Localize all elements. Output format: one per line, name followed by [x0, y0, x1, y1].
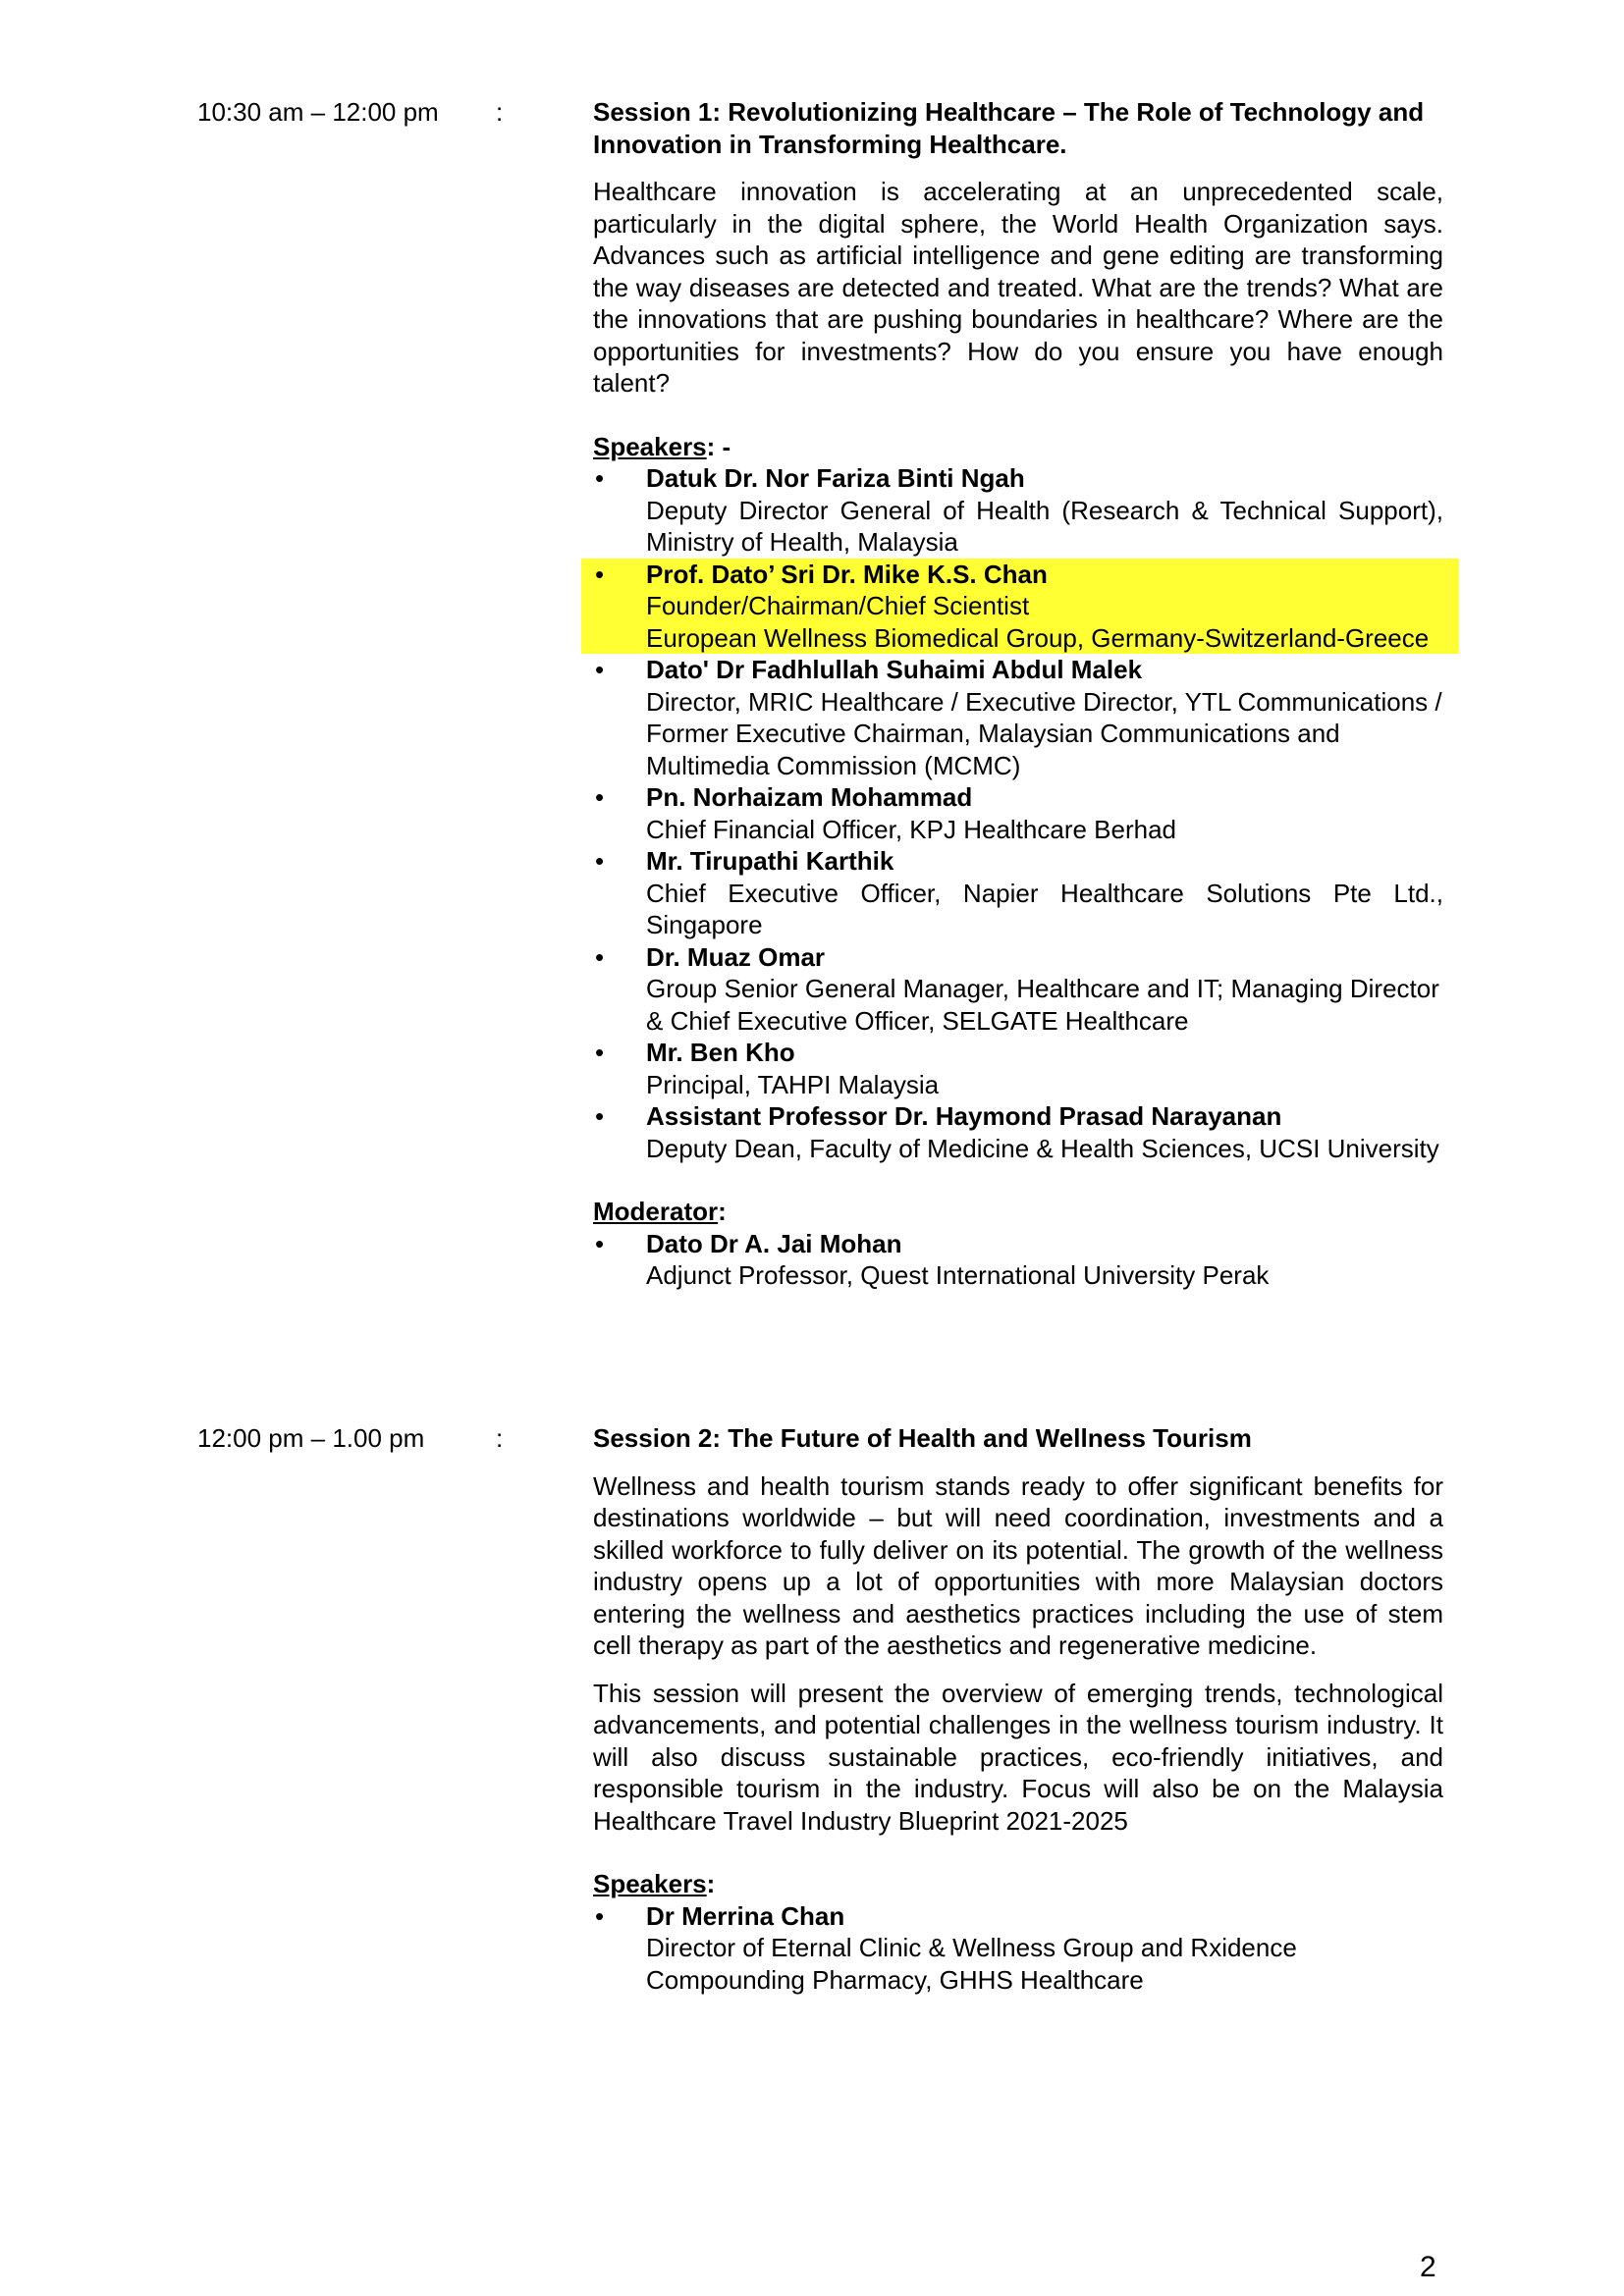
session-2-content [593, 1422, 1443, 1996]
page-number: 2 [1420, 2251, 1436, 2283]
session-1-title: Session 1: Revolutionizing Healthcare – The Role of Technology and Innovation in Transforming Healthcare. [593, 97, 1425, 159]
speaker-name: Pn. Norhaizam Mohammad [646, 782, 973, 812]
bullet-icon: • [595, 1101, 605, 1131]
speaker-item [593, 1900, 1443, 1997]
bullet-icon: • [595, 463, 605, 493]
moderator-suffix: : [718, 1197, 727, 1226]
bullet-icon: • [595, 655, 605, 684]
speaker-role: Principal, TAHPI Malaysia [646, 1069, 940, 1099]
speaker-item [593, 941, 1443, 1038]
speaker-item [593, 845, 1443, 941]
speaker-role: Deputy Director General of Health (Research & Technical Support), Ministry of Health, Malaysia [646, 495, 1443, 557]
session-2-colon: : [496, 1423, 504, 1453]
session-2-description: Wellness and health tourism stands ready to offer significant benefits for destinations worldwide – but will need coordination, investments and a skilled workforce to fully deliver on its potential. The growth of the wellness industry opens up a lot of opportunities with more Malaysian doctors entering the wellness and aesthetics practices including the use of stem cell therapy as part of the aesthetics and regenerative medicine. [593, 1470, 1443, 1660]
speaker-name: Datuk Dr. Nor Fariza Binti Ngah [646, 463, 1025, 493]
speaker-role: Director of Eternal Clinic & Wellness Group and Rxidence Compounding Pharmacy, GHHS Healthcare [646, 1933, 1297, 1995]
bullet-icon: • [595, 1900, 605, 1931]
speakers-label: Speakers [593, 1869, 707, 1898]
session-1-time: 10:30 am – 12:00 pm [197, 97, 439, 127]
speaker-item [593, 1100, 1443, 1164]
session-2-overview: This session will present the overview of emerging trends, technological advancements, and potential challenges in the wellness tourism industry. It will also discuss sustainable practices, eco-friendly initiatives, and responsible tourism in the industry. Focus will also be on the Malaysia Healthcare Travel Industry Blueprint 2021-2025 [593, 1678, 1443, 1836]
speaker-role: Deputy Dean, Faculty of Medicine & Health Sciences, UCSI University [646, 1133, 1439, 1163]
bullet-icon: • [595, 782, 605, 812]
speaker-name: Prof. Dato’ Sri Dr. Mike K.S. Chan [646, 559, 1048, 589]
session-1-moderator-list [593, 1228, 1443, 1292]
speakers-suffix: : - [706, 431, 731, 461]
speaker-role: Founder/Chairman/Chief Scientist [646, 591, 1030, 620]
speaker-item [593, 462, 1443, 559]
moderator-label: Moderator [593, 1197, 719, 1226]
speaker-item [593, 1037, 1443, 1100]
speakers-label: Speakers [593, 431, 707, 461]
speaker-name: Dr Merrina Chan [646, 1900, 845, 1931]
session-2-speaker-list [593, 1900, 1443, 1997]
speaker-name: Dr. Muaz Omar [646, 941, 826, 972]
session-1-moderator-heading [593, 1196, 1443, 1228]
session-2-time: 12:00 pm – 1.00 pm [197, 1423, 425, 1453]
speaker-item [593, 781, 1443, 845]
bullet-icon: • [595, 559, 605, 589]
speaker-role: Chief Financial Officer, KPJ Healthcare Berhad [646, 814, 1177, 844]
moderator-item [593, 1228, 1443, 1292]
session-2-speakers-heading [593, 1868, 1443, 1900]
speaker-item [593, 654, 1443, 781]
speaker-role: Director, MRIC Healthcare / Executive Director, YTL Communications / Former Executive Chairman, Malaysian Communications and Multimedia Commission (MCMC) [646, 686, 1442, 780]
speaker-name: Dato' Dr Fadhlullah Suhaimi Abdul Malek [646, 655, 1143, 684]
session-1-content [593, 96, 1443, 1292]
session-1-description: Healthcare innovation is accelerating at an unprecedented scale, particularly in the digital sphere, the World Health Organization says. Advances such as artificial intelligence and gene editing are transforming the way diseases are detected and treated. What are the trends? What are the innovations that are pushing boundaries in healthcare? Where are the opportunities for investments? How do you ensure you have enough talent? [593, 177, 1443, 398]
session-1-colon: : [496, 97, 504, 127]
bullet-icon: • [595, 846, 605, 876]
speaker-role: Group Senior General Manager, Healthcare and IT; Managing Director & Chief Executive Officer, SELGATE Healthcare [646, 974, 1439, 1036]
speaker-name: Mr. Tirupathi Karthik [646, 846, 894, 876]
moderator-name: Dato Dr A. Jai Mohan [646, 1228, 902, 1258]
bullet-icon: • [595, 941, 605, 972]
bullet-icon: • [595, 1228, 605, 1258]
speakers-suffix: : [706, 1869, 716, 1898]
speaker-name: Assistant Professor Dr. Haymond Prasad Narayanan [646, 1101, 1282, 1131]
session-1-speaker-list [593, 462, 1443, 1164]
moderator-role: Adjunct Professor, Quest International University Perak [646, 1260, 1270, 1290]
session-1-speakers-heading [593, 431, 1443, 463]
speaker-organization: European Wellness Biomedical Group, Germany-Switzerland-Greece [646, 622, 1430, 653]
session-2-title: Session 2: The Future of Health and Wellness Tourism [593, 1423, 1252, 1453]
speaker-name: Mr. Ben Kho [646, 1038, 795, 1067]
speaker-item-highlighted [581, 559, 1459, 655]
speaker-role: Chief Executive Officer, Napier Healthcare Solutions Pte Ltd., Singapore [646, 878, 1443, 939]
bullet-icon: • [595, 1038, 605, 1067]
